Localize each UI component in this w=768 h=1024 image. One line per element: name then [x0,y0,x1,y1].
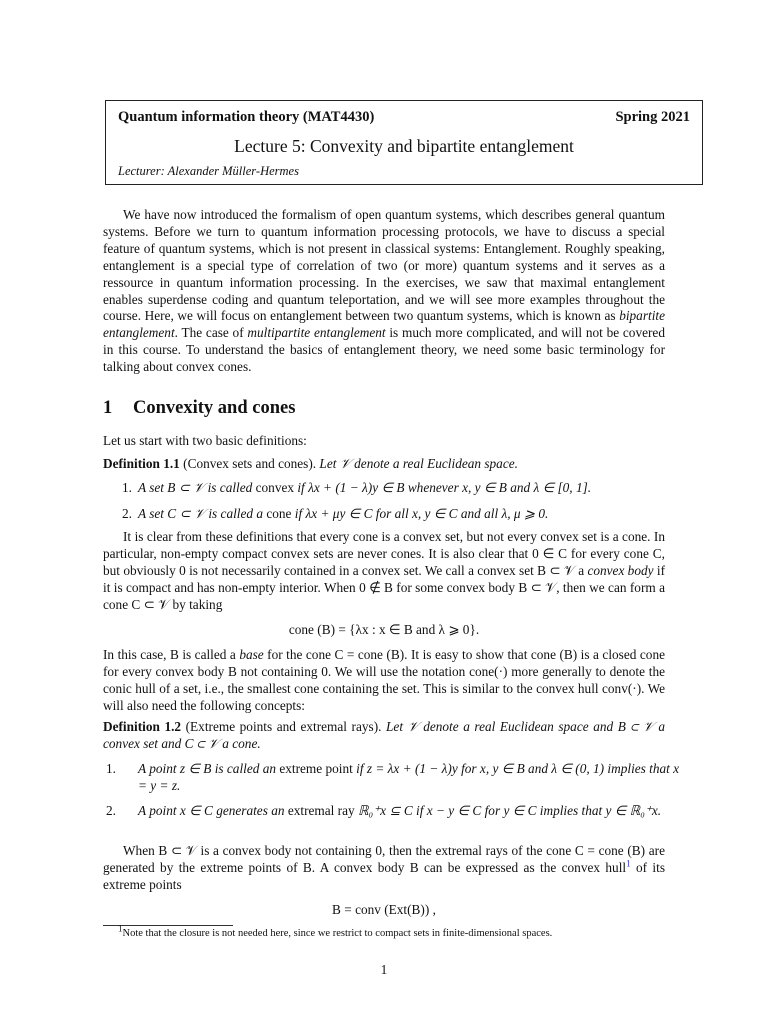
header-top-row [118,109,690,126]
paragraph-extreme-points: When B ⊂ 𝒱 is a convex body not containing 0, then the extremal rays of the cone C = cone (B) are generated by the extreme points of B. A convex body B can be expressed as the convex hull$^1$ of its extreme points [103,843,665,892]
lead-sentence: Let us start with two basic definitions: [103,433,307,448]
section-number: 1 [103,398,113,418]
page-number: 1 [380,962,388,977]
footnote-number: 1 [118,923,123,934]
equation-conv-hull: B = conv (Ext(B)) , [332,902,436,917]
footnote-mark-link[interactable]: 1 [626,858,631,869]
lecture-title: Lecture 5: Convexity and bipartite entanglement [234,136,574,156]
equation-cone: cone (B) = {λx : x ∈ B and λ ⩾ 0}. [288,622,480,637]
def2-item-1: 1. A point z ∈ B is called an extreme point if z = λx + (1 − λ)y for x, y ∈ B and λ ∈ (0, 1) implies that x = y = z. [106,761,680,793]
lecturer: Lecturer: Alexander Müller-Hermes [118,164,299,178]
paragraph-convex-body: It is clear from these definitions that every cone is a convex set, but not every convex set is a cone. In particular, non-empty compact convex sets are never cones. It is also clear that 0 ∈ C for every cone C, but obviously 0 is not necessarily contained in a convex set. We call a convex set B ⊂ 𝒱 a convex body if it is compact and has non-empty interior. When 0 ∉ B for some convex body B ⊂ 𝒱, then we can form a cone C ⊂ 𝒱 by taking [103,529,665,612]
def1-item-1: 1. A set B ⊂ 𝒱 is called convex if λx + (1 − λ)y ∈ B whenever x, y ∈ B and λ ∈ [0, 1]. [122,480,592,495]
def2-item-2: 2. A point x ∈ C generates an extremal ray ℝ₀⁺x ⊆ C if x − y ∈ C for y ∈ C implies that y ∈ ℝ₀⁺x. [106,803,662,818]
course-title: Quantum information theory (MAT4430) [118,109,375,125]
section-heading [103,398,295,419]
intro-paragraph: We have now introduced the formalism of open quantum systems, which describes general quantum systems. Before we turn to quantum information processing protocols, we have to discuss a special feature of quantum systems, which is not present in classical systems: Entanglement. Roughly speaking, entanglement is a special type of correlation of two (or more) quantum systems and it serves as a ressource in quantum information processing. In the exercises, we saw that maximal entanglement enables superdense coding and quantum teleportation, and we will see more examples throughout the course. Here, we will focus on entanglement between two quantum systems, which is known as bipartite entanglement. The case of multipartite entanglement is much more complicated, and will not be covered in this course. To understand the basics of entanglement theory, we need some basic terminology for talking about convex cones. [103,207,665,375]
def1-item-2: 2. A set C ⊂ 𝒱 is called a cone if λx + μy ∈ C for all x, y ∈ C and all λ, μ ⩾ 0. [122,506,549,521]
lecture-header-box [105,100,703,185]
footnote [118,923,553,939]
paragraph-base: In this case, B is called a base for the cone C = cone (B). It is easy to show that cone (B) is a closed cone for every convex body B not containing 0. We will use the notation cone(·) more generally to denote the conic hull of a set, i.e., the smallest cone containing the set. This is similar to the convex hull conv(·). We will also need the following concepts: [103,647,665,713]
definition-1-2: Definition 1.2 (Extreme points and extremal rays). Let 𝒱 denote a real Euclidean space and B ⊂ 𝒱 a convex set and C ⊂ 𝒱 a cone. [103,719,665,751]
footnote-text: Note that the closure is not needed here, since we restrict to compact sets in finite-dimensional spaces. [122,928,553,939]
term: Spring 2021 [615,109,690,125]
definition-1-1: Definition 1.1 (Convex sets and cones). Let 𝒱 denote a real Euclidean space. [103,456,518,471]
section-title: Convexity and cones [133,398,296,418]
